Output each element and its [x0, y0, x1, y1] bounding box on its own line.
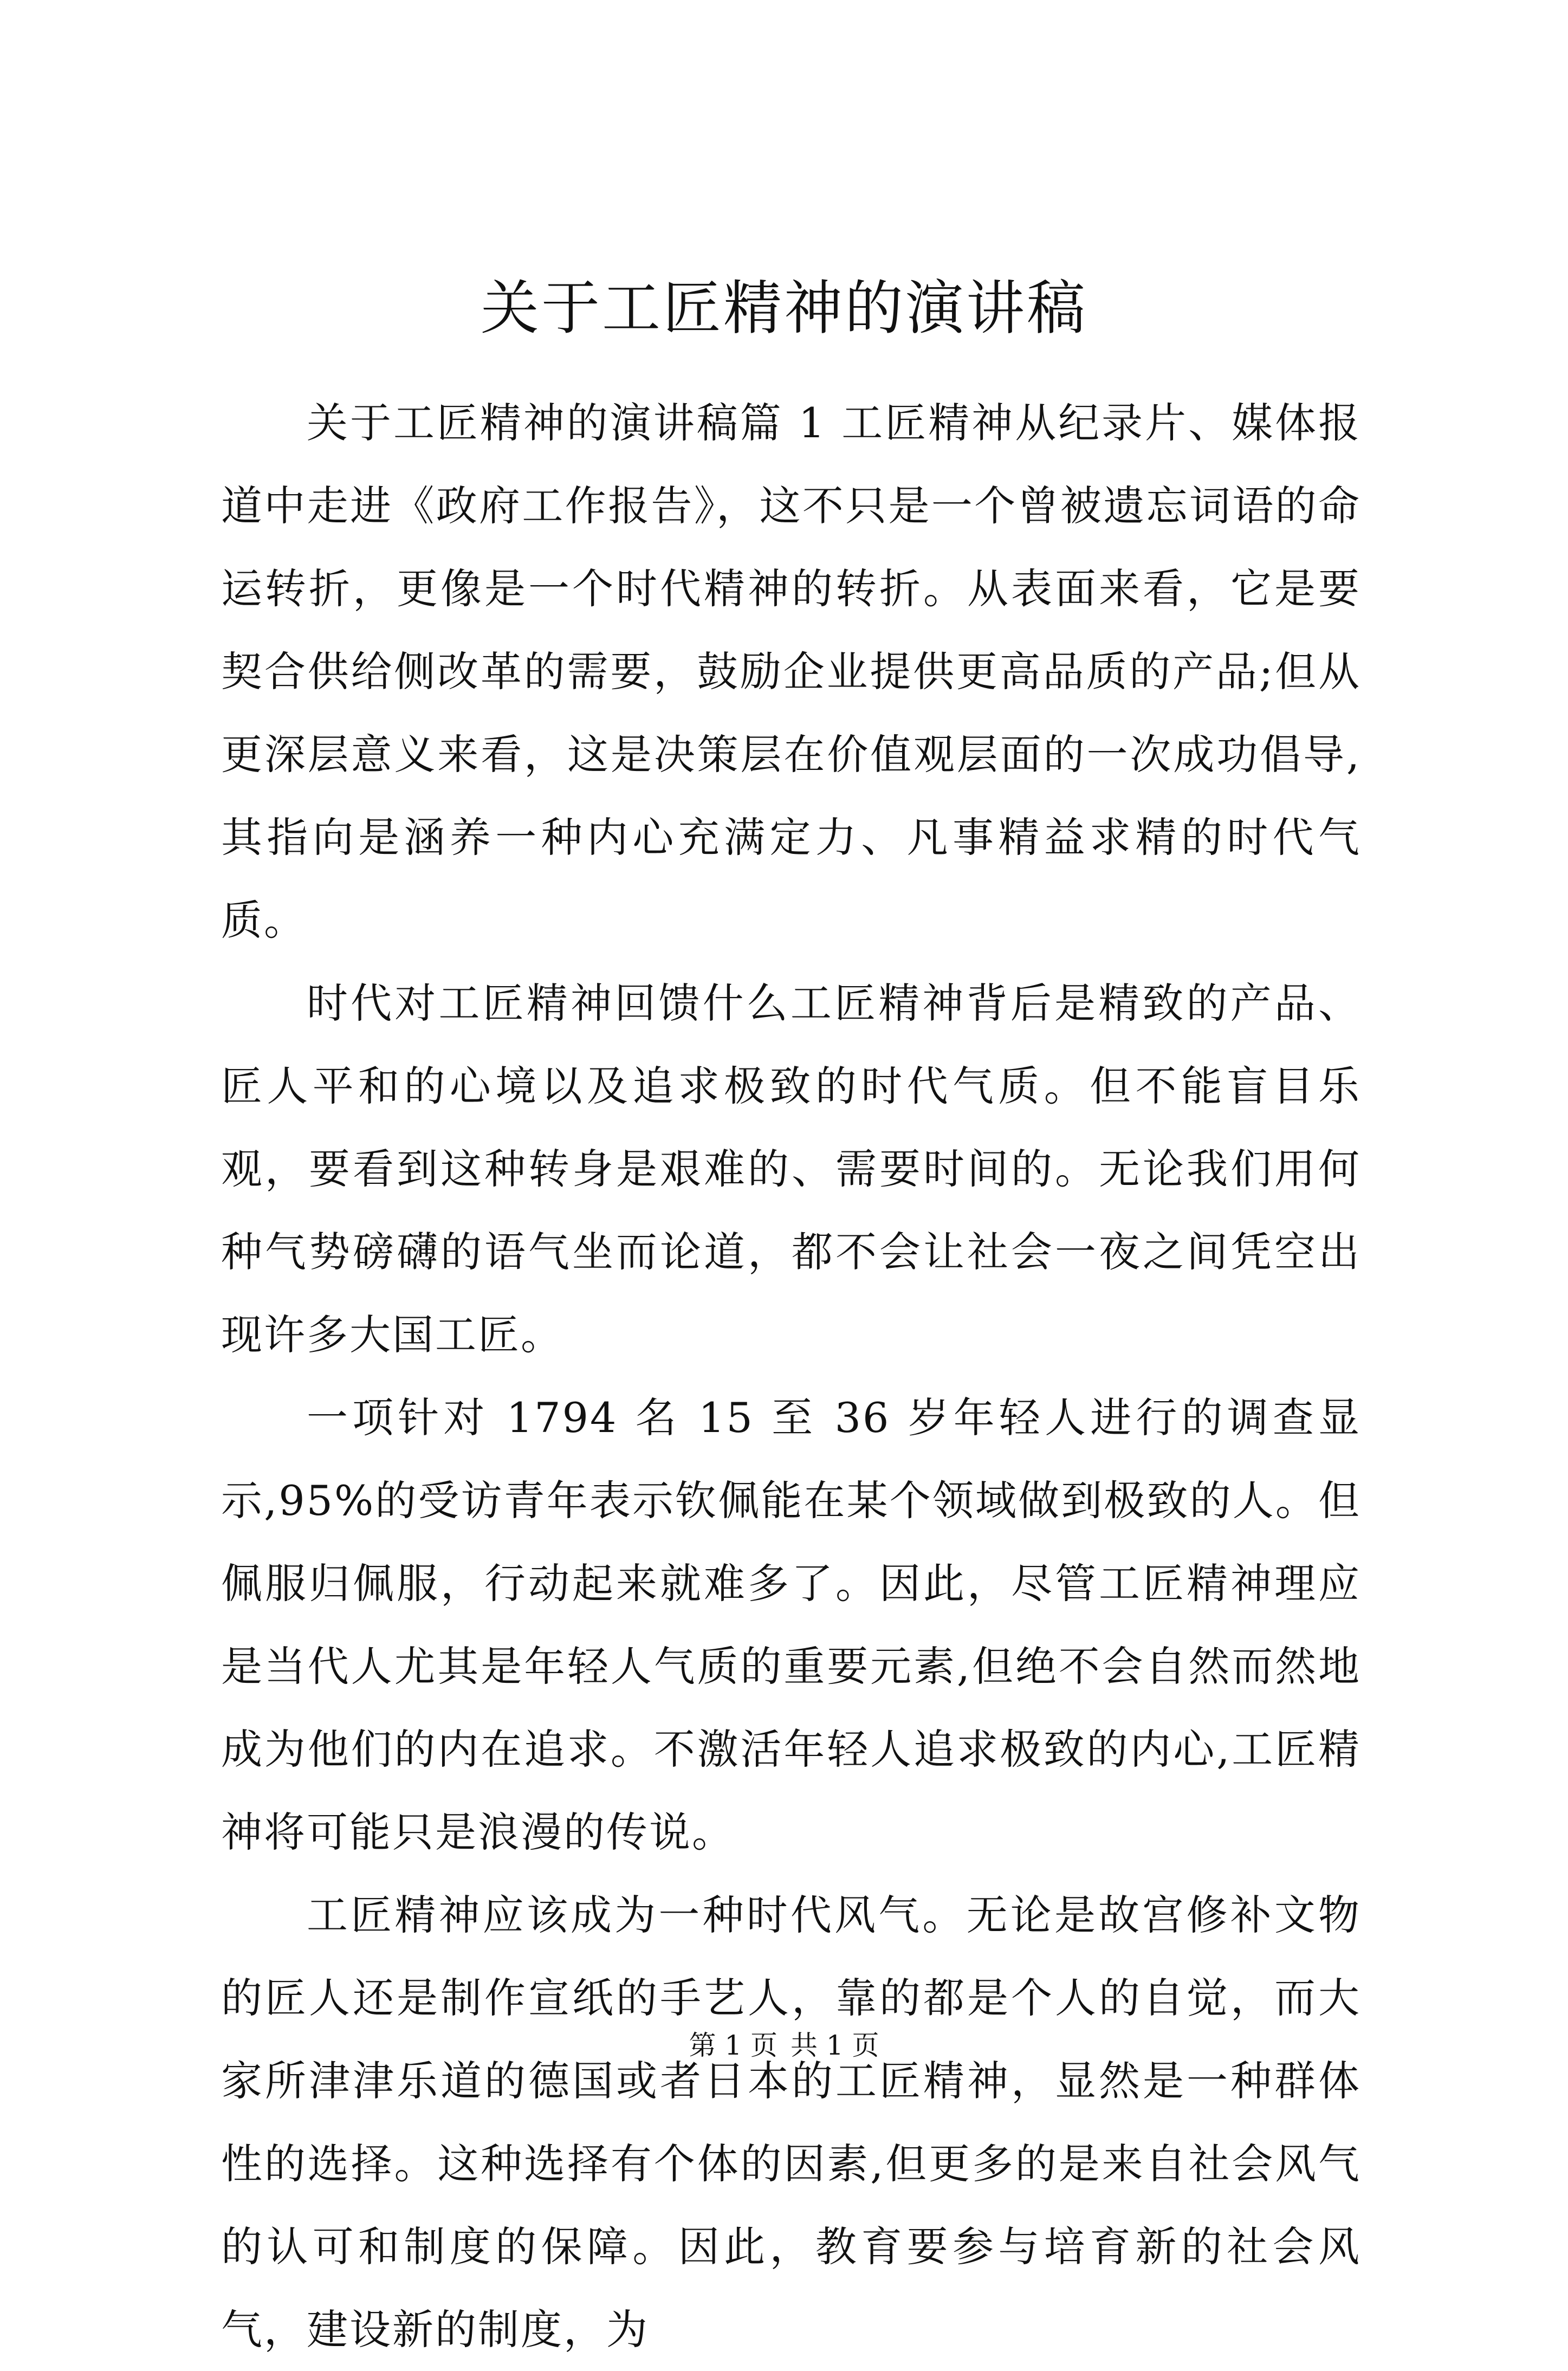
page-number: 第 1 页 [689, 2030, 778, 2061]
document-title: 关于工匠精神的演讲稿 [480, 275, 1087, 342]
page-total: 共 1 页 [790, 2030, 879, 2061]
document-body [221, 381, 1361, 2371]
page-footer [0, 2026, 1568, 2064]
paragraph-3: 一项针对 1794 名 15 至 36 岁年轻人进行的调查显示,95%的受访青年表示钦佩能在某个领域做到极致的人。但佩服归佩服，行动起来就难多了。因此，尽管工匠精神理应是当代人尤其是年轻人气质的重要元素,但绝不会自然而然地成为他们的内在追求。不激活年轻人追求极致的内心,工匠精神将可能只是浪漫的传说。 [221, 1394, 1361, 1856]
paragraph-1: 关于工匠精神的演讲稿篇 1 工匠精神从纪录片、媒体报道中走进《政府工作报告》，这不只是一个曾被遗忘词语的命运转折，更像是一个时代精神的转折。从表面来看，它是要契合供给侧改革的需要，鼓励企业提供更高品质的产品;但从更深层意义来看，这是决策层在价值观层面的一次成功倡导,其指向是涵养一种内心充满定力、凡事精益求精的时代气质。 [221, 399, 1361, 944]
paragraph-4: 工匠精神应该成为一种时代风气。无论是故宫修补文物的匠人还是制作宣纸的手艺人，靠的都是个人的自觉，而大家所津津乐道的德国或者日本的工匠精神，显然是一种群体性的选择。这种选择有个体的因素,但更多的是来自社会风气的认可和制度的保障。因此，教育要参与培育新的社会风气，建设新的制度，为 [221, 1891, 1361, 2354]
paragraph-2: 时代对工匠精神回馈什么工匠精神背后是精致的产品、匠人平和的心境以及追求极致的时代气质。但不能盲目乐观，要看到这种转身是艰难的、需要时间的。无论我们用何种气势磅礴的语气坐而论道，都不会让社会一夜之间凭空出现许多大国工匠。 [221, 979, 1361, 1359]
